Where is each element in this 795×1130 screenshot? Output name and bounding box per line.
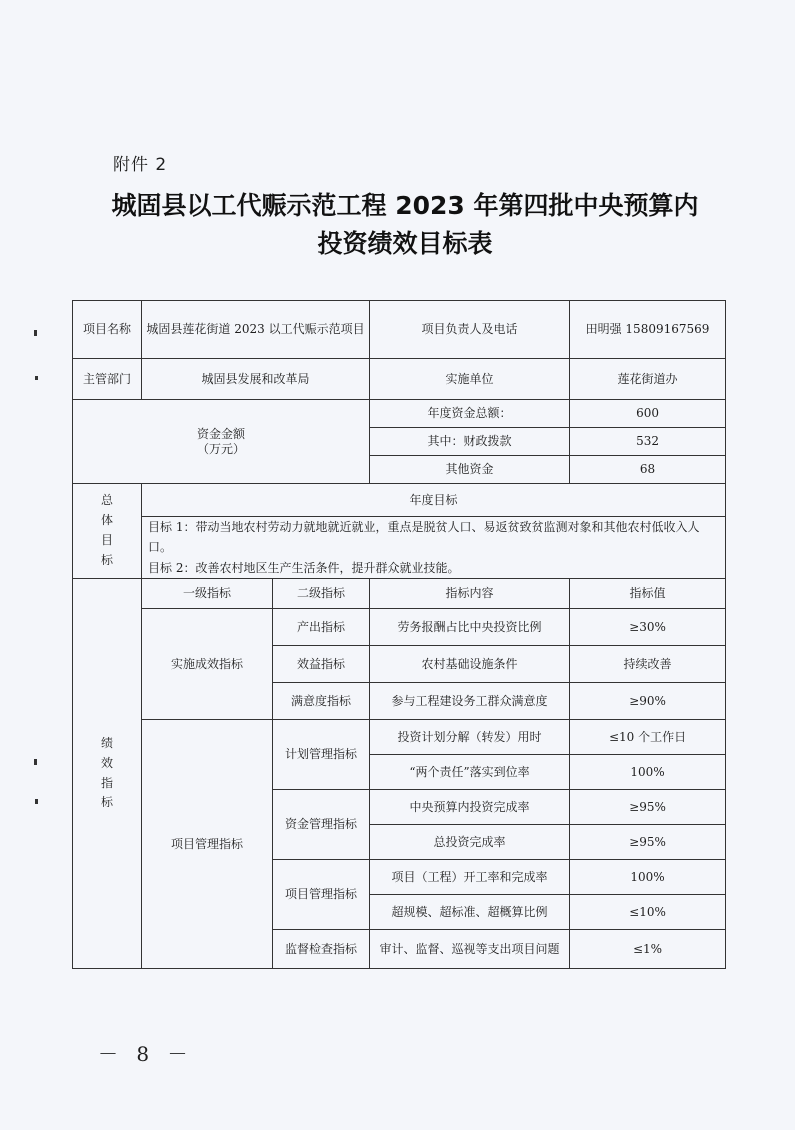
project-name-row [73,301,726,359]
scan-mark [34,759,37,765]
level2-cell: 效益指标 [273,646,370,683]
group-implementation-label: 实施成效指标 [142,609,273,720]
project-contact-label: 项目负责人及电话 [370,301,570,359]
scan-mark [34,330,37,336]
content-cell: 投资计划分解（转发）用时 [370,720,570,755]
content-cell: 劳务报酬占比中央投资比例 [370,609,570,646]
document-title-line-2: 投资绩效目标表 [317,229,493,258]
goals-header-row [73,484,726,517]
value-cell: ≥90% [570,683,726,720]
content-cell: 项目（工程）开工率和完成率 [370,860,570,895]
group-management-label: 项目管理指标 [142,720,273,969]
level2-cell: 资金管理指标 [273,790,370,860]
value-cell: ≤10% [570,895,726,930]
impl-unit-value: 莲花街道办 [570,359,726,400]
document-title-line-1: 城固县以工代赈示范工程 2023 年第四批中央预算内 [111,191,699,220]
indicators-side-text: 绩 效 指 标 [100,736,113,810]
table-row [73,720,726,755]
level2-cell: 满意度指标 [273,683,370,720]
indicator-header-row [73,579,726,609]
goals-side-text: 总 体 目 标 [100,493,113,567]
indicators-side-label [73,579,142,969]
header-level1: 一级指标 [142,579,273,609]
scan-mark [35,376,38,380]
header-content: 指标内容 [370,579,570,609]
content-cell: 超规模、超标准、超概算比例 [370,895,570,930]
value-cell: 100% [570,755,726,790]
value-cell: 100% [570,860,726,895]
value-cell: ≥95% [570,825,726,860]
funds-row-value: 68 [570,456,726,484]
funds-label-cell [73,400,370,484]
content-cell: 中央预算内投资完成率 [370,790,570,825]
level2-cell: 产出指标 [273,609,370,646]
funds-unit: （万元） [197,441,246,456]
funds-row-label: 年度资金总额： [370,400,570,428]
content-cell: 参与工程建设务工群众满意度 [370,683,570,720]
level2-cell: 项目管理指标 [273,860,370,930]
dept-label: 主管部门 [73,359,142,400]
value-cell: ≤10 个工作日 [570,720,726,755]
goals-side-label [73,484,142,579]
impl-unit-label: 实施单位 [370,359,570,400]
funds-row-label: 其中：财政拨款 [370,428,570,456]
value-cell: 持续改善 [570,646,726,683]
funds-row-value: 600 [570,400,726,428]
funds-row-value: 532 [570,428,726,456]
value-cell: ≥30% [570,609,726,646]
content-cell: 审计、监督、巡视等支出项目问题 [370,930,570,969]
level2-cell: 计划管理指标 [273,720,370,790]
content-cell: “两个责任”落实到位率 [370,755,570,790]
goals-text: 目标 1：带动当地农村劳动力就地就近就业，重点是脱贫人口、易返贫致贫监测对象和其他农村低收入人口。 目标 2：改善农村地区生产生活条件，提升群众就业技能。 [142,517,726,579]
project-name-label: 项目名称 [73,301,142,359]
project-name-value: 城固县莲花街道 2023 以工代赈示范项目 [142,301,370,359]
funds-row-label: 其他资金 [370,456,570,484]
value-cell: ≥95% [570,790,726,825]
header-value: 指标值 [570,579,726,609]
funds-row [73,400,726,428]
goals-header: 年度目标 [142,484,726,517]
page-number: － 8 － [98,1042,194,1066]
goals-text-row [73,517,726,579]
table-row [73,609,726,646]
project-contact-value: 田明强 15809167569 [570,301,726,359]
funds-label: 资金金额 [197,426,246,441]
department-row [73,359,726,400]
attachment-label: 附件 2 [113,155,168,175]
level2-cell: 监督检查指标 [273,930,370,969]
value-cell: ≤1% [570,930,726,969]
header-level2: 二级指标 [273,579,370,609]
content-cell: 农村基础设施条件 [370,646,570,683]
performance-target-table [72,300,726,969]
content-cell: 总投资完成率 [370,825,570,860]
scan-mark [35,799,38,804]
dept-value: 城固县发展和改革局 [142,359,370,400]
